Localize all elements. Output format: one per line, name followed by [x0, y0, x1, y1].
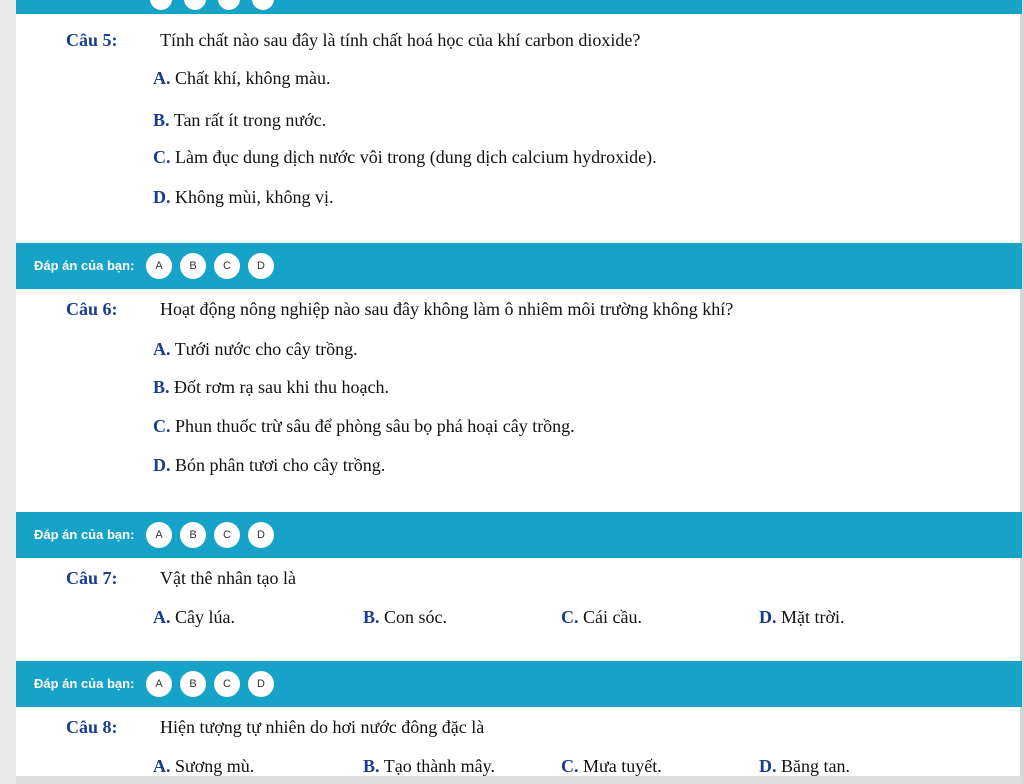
question-8	[66, 717, 484, 738]
option-a: A. Sương mù.	[153, 756, 255, 776]
answer-bar-7	[16, 661, 1022, 707]
option-b: B. Đốt rơm rạ sau khi thu hoạch.	[153, 377, 389, 397]
answer-bar-5	[16, 243, 1022, 289]
option-c: C. Làm đục dung dịch nước vôi trong (dung dịch calcium hydroxide).	[153, 147, 657, 167]
option-b: B. Con sóc.	[363, 607, 448, 627]
choice-b-button[interactable]: B	[180, 522, 206, 548]
question-text: Hiện tượng tự nhiên do hơi nước đông đặc là	[160, 717, 485, 737]
choice-c-button[interactable]: C	[214, 522, 240, 548]
choice-bubble-partial[interactable]	[218, 0, 240, 10]
bottom-edge	[16, 776, 1022, 784]
question-7	[66, 568, 296, 589]
option-b: B. Tan rất ít trong nước.	[153, 110, 327, 130]
option-c: C. Mưa tuyết.	[561, 756, 662, 776]
choice-a-button[interactable]: A	[146, 522, 172, 548]
left-edge	[0, 0, 16, 784]
question-number: Câu 7:	[66, 568, 118, 588]
choice-bubble-partial[interactable]	[150, 0, 172, 10]
option-a: A. Chất khí, không màu.	[153, 68, 331, 88]
question-text: Tính chất nào sau đây là tính chất hoá học của khí carbon dioxide?	[160, 30, 641, 50]
choice-c-button[interactable]: C	[214, 671, 240, 697]
option-d: D. Bón phân tươi cho cây trồng.	[153, 455, 386, 475]
option-d: D. Băng tan.	[759, 756, 850, 776]
choice-c-button[interactable]: C	[214, 253, 240, 279]
answer-label: Đáp án của bạn:	[34, 258, 135, 273]
choice-d-button[interactable]: D	[248, 522, 274, 548]
option-d: D. Không mùi, không vị.	[153, 187, 334, 207]
option-c: C. Cái cầu.	[561, 607, 642, 627]
question-number: Câu 8:	[66, 717, 118, 737]
choice-bubble-partial[interactable]	[184, 0, 206, 10]
choice-b-button[interactable]: B	[180, 671, 206, 697]
question-6	[66, 299, 733, 320]
answer-label: Đáp án của bạn:	[34, 676, 135, 691]
question-number: Câu 5:	[66, 30, 118, 50]
answer-bar-6	[16, 512, 1022, 558]
option-a: A. Cây lúa.	[153, 607, 235, 627]
choice-d-button[interactable]: D	[248, 671, 274, 697]
question-text: Vật thê nhân tạo là	[160, 568, 296, 588]
option-b: B. Tạo thành mây.	[363, 756, 495, 776]
option-c: C. Phun thuốc trừ sâu để phòng sâu bọ phá hoại cây trồng.	[153, 416, 575, 436]
question-text: Hoạt động nông nghiệp nào sau đây không làm ô nhiêm môi trường không khí?	[160, 299, 734, 319]
option-d: D. Mặt trời.	[759, 607, 845, 627]
answer-label: Đáp án của bạn:	[34, 527, 135, 542]
choice-a-button[interactable]: A	[146, 253, 172, 279]
question-number: Câu 6:	[66, 299, 118, 319]
choice-b-button[interactable]: B	[180, 253, 206, 279]
option-a: A. Tưới nước cho cây trồng.	[153, 339, 358, 359]
previous-answer-bar	[16, 0, 1022, 14]
question-5	[66, 30, 640, 51]
choice-a-button[interactable]: A	[146, 671, 172, 697]
choice-d-button[interactable]: D	[248, 253, 274, 279]
choice-bubble-partial[interactable]	[252, 0, 274, 10]
